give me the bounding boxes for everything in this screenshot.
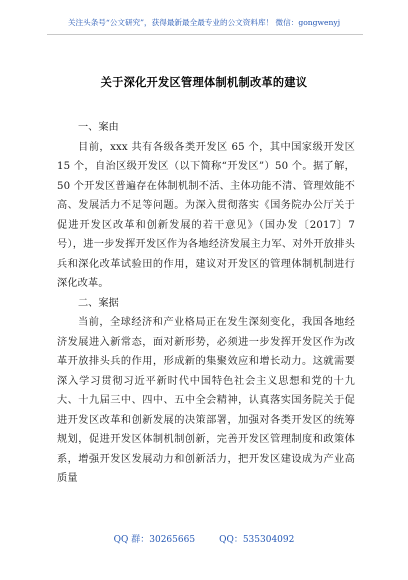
- document-title: 关于深化开发区管理体制机制改革的建议: [100, 75, 308, 89]
- document-body: [57, 118, 355, 489]
- footer-qq-number: QQ：535304092: [219, 535, 295, 545]
- section-heading-basis: 二、案据: [78, 297, 119, 309]
- section-paragraph-basis: 当前，全球经济和产业格局正在发生深刻变化，我国各地经济发展进入新常态，面对新形势，必须进一步发挥开发区作为改革开放排头兵的作用，形成新的集聚效应和增长动力。这就需要深入学习贯彻习近平新时代中国特色社会主义思想和党的十九大、十九届三中、四中、五中全会精神，认真落实国务院关于促进开发区改革和创新发展的决策部署，加强对各类开发区的统筹规划，促进开发区体制机制创新，完善开发区管理制度和政策体系，增强开发区发展动力和创新活力，把开发区建设成为产业高质量: [57, 317, 355, 484]
- section-paragraph-case: 目前，xxx 共有各级各类开发区 65 个，其中国家级开发区 15 个，自治区级开发区（以下简称“开发区”）50 个。据了解，50 个开发区普遍存在体制机制不活、主体功能不清、管理效能不高、发展活力不足等问题。为深入贯彻落实《国务院办公厅关于促进开发区改革和创新发展的若干意见》（国办发〔2017〕7 号），进一步发挥开发区作为各地经济发展主力军、对外开放排头兵和深化改革试验田的作用，建议对开发区的管理体制机制进行深化改革。: [57, 141, 355, 289]
- footer-qq-group: QQ 群：30265665: [113, 535, 196, 545]
- header-divider: [47, 34, 363, 35]
- section-heading-case: 一、案由: [78, 122, 119, 133]
- header-banner: 关注头条号“公文研究”，获得最新最全最专业的公文资料库！ 微信：gongwenyj: [67, 18, 341, 27]
- footer-contact: [0, 532, 408, 545]
